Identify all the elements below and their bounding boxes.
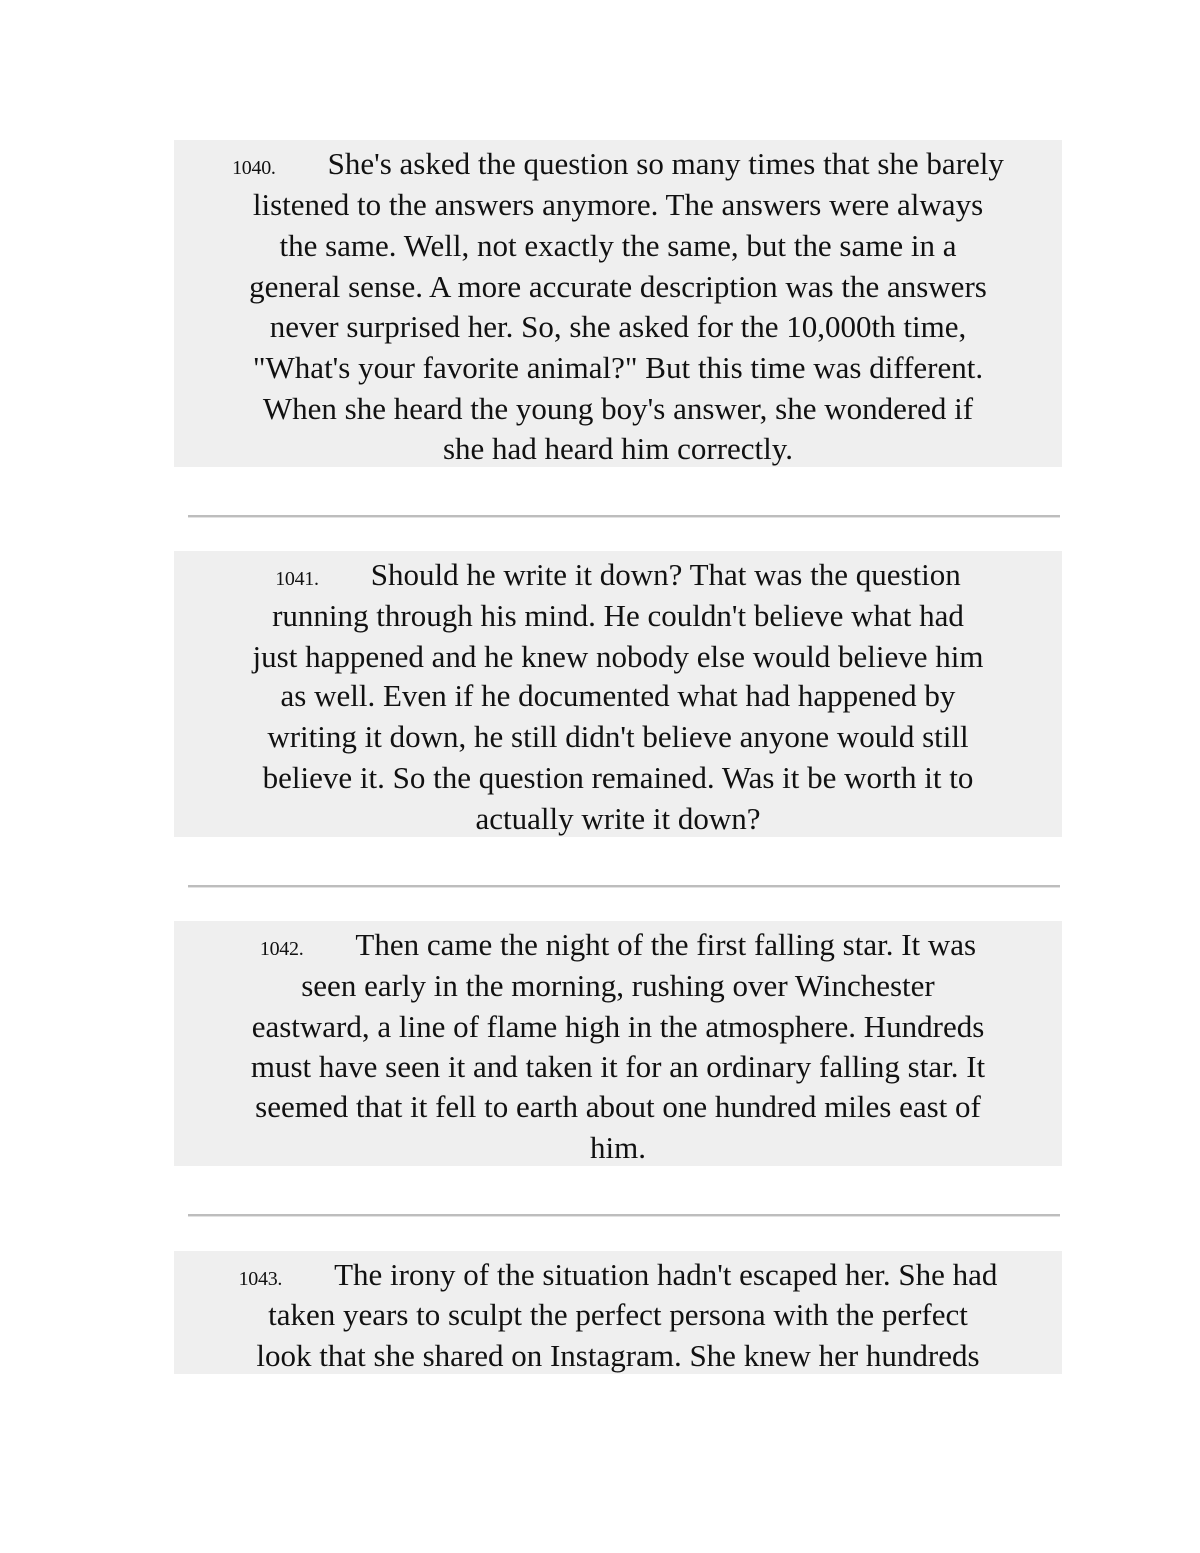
passage-line: When she heard the young boy's answer, she wondered if	[262, 391, 974, 426]
passage-1040	[174, 140, 1062, 467]
passage-line: as well. Even if he documented what had happened by	[280, 678, 956, 713]
passage-1041	[174, 551, 1062, 837]
passage-line: running through his mind. He couldn't believe what had	[272, 598, 964, 633]
passage-line: look that she shared on Instagram. She knew her hundreds	[256, 1338, 980, 1373]
passage-line: just happened and he knew nobody else would believe him	[252, 639, 984, 674]
passage-line: "What's your favorite animal?" But this time was different.	[252, 350, 984, 385]
passage-line: seen early in the morning, rushing over Winchester	[301, 968, 935, 1003]
passage-line	[174, 143, 1062, 189]
passage-number: 1040.	[232, 157, 276, 179]
passage-line: eastward, a line of flame high in the atmosphere. Hundreds	[251, 1009, 985, 1044]
passage-text: She's asked the question so many times that she barely	[327, 146, 1004, 181]
passage-number: 1041.	[275, 568, 319, 590]
passage-text: The irony of the situation hadn't escaped her. She had	[334, 1257, 998, 1292]
passage-line: must have seen it and taken it for an ordinary falling star. It	[250, 1049, 986, 1084]
passage-line: actually write it down?	[475, 801, 761, 836]
passage-line	[174, 924, 1062, 970]
passage-number: 1043.	[238, 1268, 283, 1290]
horizontal-divider	[188, 1214, 1060, 1217]
passage-line: believe it. So the question remained. Was it be worth it to	[262, 760, 974, 795]
passage-text: Should he write it down? That was the question	[370, 557, 961, 592]
passage-number: 1042.	[259, 938, 304, 960]
passage-text: Then came the night of the first falling star. It was	[355, 927, 977, 962]
passage-line: seemed that it fell to earth about one hundred miles east of	[255, 1089, 981, 1124]
passage-line: listened to the answers anymore. The answers were always	[252, 187, 984, 222]
horizontal-divider	[188, 515, 1060, 518]
passage-line: writing it down, he still didn't believe anyone would still	[267, 719, 969, 754]
passage-line: him.	[590, 1130, 646, 1165]
passage-line: general sense. A more accurate description was the answers	[249, 269, 987, 304]
passage-line: taken years to sculpt the perfect persona with the perfect	[268, 1297, 968, 1332]
passage-line	[174, 554, 1062, 600]
passage-line: never surprised her. So, she asked for the 10,000th time,	[269, 309, 967, 344]
passage-1043	[174, 1251, 1062, 1374]
passage-line: she had heard him correctly.	[442, 431, 794, 466]
passage-1042	[174, 921, 1062, 1166]
passage-line: the same. Well, not exactly the same, but the same in a	[279, 228, 957, 263]
horizontal-divider	[188, 885, 1060, 888]
